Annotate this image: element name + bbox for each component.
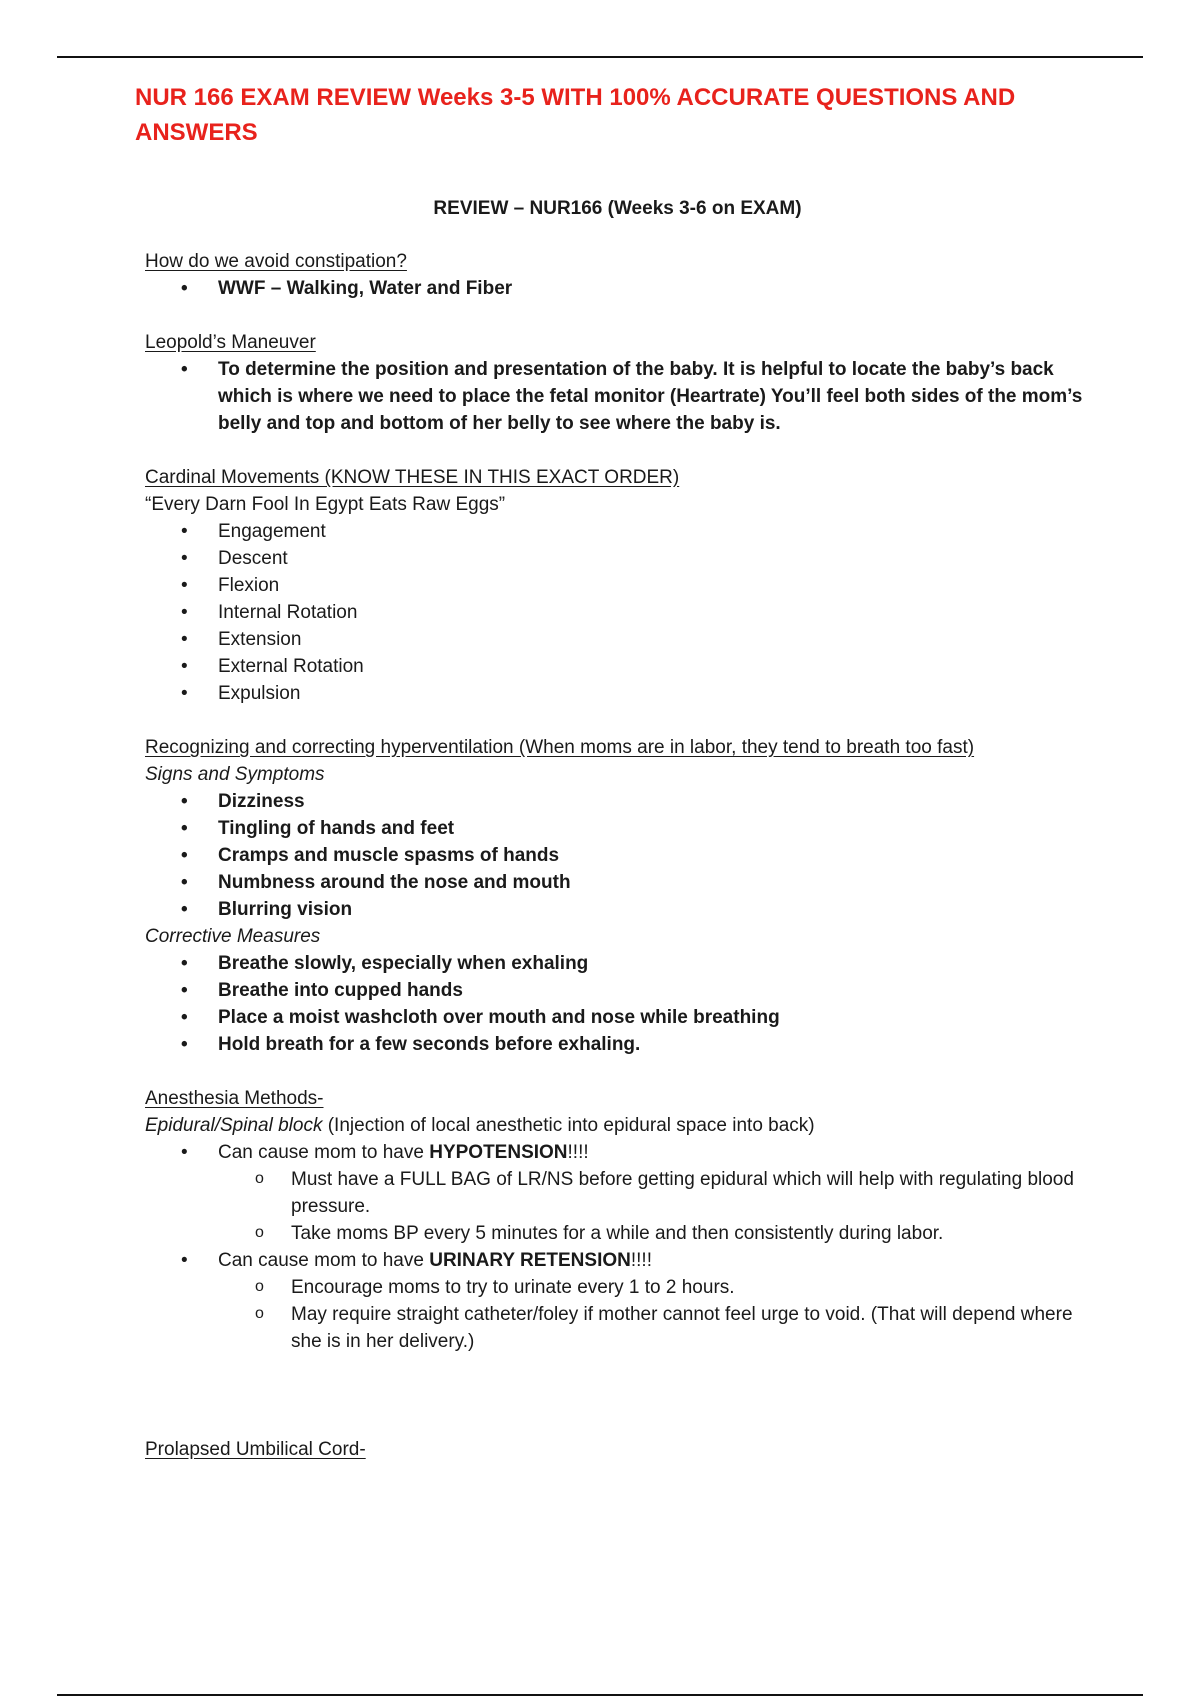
list-item: • Cramps and muscle spasms of hands <box>218 842 1085 869</box>
cardinal-mnemonic: “Every Darn Fool In Egypt Eats Raw Eggs” <box>145 494 506 515</box>
point-emphasis: HYPOTENSION <box>429 1142 568 1163</box>
measures-label: Corrective Measures <box>145 926 321 947</box>
list-item: • Breathe slowly, especially when exhaling <box>218 950 1085 977</box>
method-description: (Injection of local anesthetic into epidural space into back) <box>322 1115 815 1136</box>
constipation-heading: How do we avoid constipation? <box>145 251 407 272</box>
section-anesthesia <box>145 1085 1085 1355</box>
anesthesia-method <box>145 1112 1085 1139</box>
sub-list-item: o May require straight catheter/foley if mother cannot feel urge to void. (That will depend where she is in her delivery.) <box>291 1301 1085 1355</box>
section-hyperventilation <box>145 734 1085 1058</box>
list-item: • Internal Rotation <box>218 599 1085 626</box>
list-item: • Engagement <box>218 518 1085 545</box>
list-item: • Place a moist washcloth over mouth and nose while breathing <box>218 1004 1085 1031</box>
list-item: • Dizziness <box>218 788 1085 815</box>
point-suffix: !!!! <box>630 1250 652 1271</box>
document-body <box>145 248 1085 1463</box>
point-prefix: Can cause mom to have <box>218 1250 430 1271</box>
point-prefix: Can cause mom to have <box>218 1142 430 1163</box>
list-item: • Breathe into cupped hands <box>218 977 1085 1004</box>
document-title: NUR 166 EXAM REVIEW Weeks 3-5 WITH 100% ACCURATE QUESTIONS AND ANSWERS <box>135 84 1016 146</box>
sub-list-item: o Take moms BP every 5 minutes for a while and then consistently during labor. <box>291 1220 1085 1247</box>
cardinal-heading: Cardinal Movements (KNOW THESE IN THIS EXACT ORDER) <box>145 467 680 488</box>
list-item: • Tingling of hands and feet <box>218 815 1085 842</box>
bottom-rule <box>57 1694 1143 1696</box>
leopold-heading: Leopold’s Maneuver <box>145 332 316 353</box>
point-emphasis: URINARY RETENSION <box>429 1250 631 1271</box>
anesthesia-heading: Anesthesia Methods- <box>145 1088 324 1109</box>
hyperventilation-heading: Recognizing and correcting hyperventilation (When moms are in labor, they tend to breath too fast) <box>145 737 975 758</box>
list-item: • Hold breath for a few seconds before exhaling. <box>218 1031 1085 1058</box>
top-rule <box>57 56 1143 58</box>
list-item: • External Rotation <box>218 653 1085 680</box>
section-constipation <box>145 248 1085 302</box>
list-item <box>218 1247 1085 1355</box>
list-item: • Blurring vision <box>218 896 1085 923</box>
section-cardinal-movements <box>145 464 1085 707</box>
list-item: • To determine the position and presentation of the baby. It is helpful to locate the baby’s back which is where we need to place the fetal monitor (Heartrate) You’ll feel both sides of the mom’s belly and top and bottom of her belly to see where the baby is. <box>218 356 1085 437</box>
list-item: • Extension <box>218 626 1085 653</box>
list-item: • Flexion <box>218 572 1085 599</box>
list-item: • Descent <box>218 545 1085 572</box>
prolapsed-heading: Prolapsed Umbilical Cord- <box>145 1439 366 1460</box>
signs-label: Signs and Symptoms <box>145 764 325 785</box>
sub-list-item: o Encourage moms to try to urinate every 1 to 2 hours. <box>291 1274 1085 1301</box>
list-item: • Numbness around the nose and mouth <box>218 869 1085 896</box>
list-item: • WWF – Walking, Water and Fiber <box>218 275 1085 302</box>
review-subtitle: REVIEW – NUR166 (Weeks 3-6 on EXAM) <box>433 198 802 219</box>
point-suffix: !!!! <box>567 1142 589 1163</box>
sub-list-item: o Must have a FULL BAG of LR/NS before getting epidural which will help with regulating blood pressure. <box>291 1166 1085 1220</box>
section-prolapsed-cord <box>145 1436 1085 1463</box>
section-leopold <box>145 329 1085 437</box>
list-item: • Expulsion <box>218 680 1085 707</box>
list-item <box>218 1139 1085 1247</box>
method-label: Epidural/Spinal block <box>145 1115 323 1136</box>
